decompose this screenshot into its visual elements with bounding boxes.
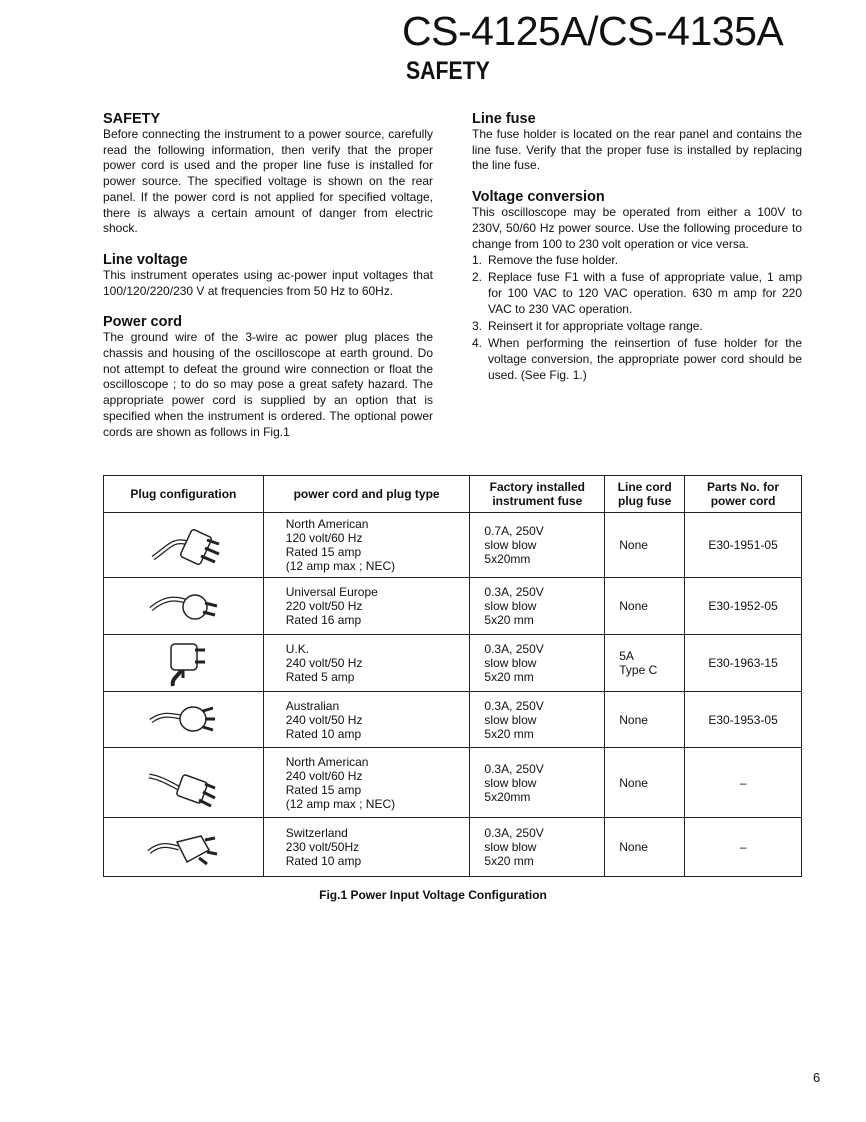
fuse-line: 0.3A, 250V <box>484 826 544 840</box>
type-line: 240 volt/50 Hz <box>285 656 363 670</box>
fuse-line: 5x20mm <box>484 552 531 566</box>
type-line: Universal Europe <box>285 585 378 599</box>
left-column <box>103 111 433 455</box>
type-line: (12 amp max ; NEC) <box>285 796 396 811</box>
plug-fuse-cell <box>605 692 685 748</box>
type-line: Rated 15 amp <box>285 545 362 559</box>
table-row <box>104 692 802 748</box>
step <box>472 319 802 335</box>
right-column <box>472 111 802 385</box>
type-line: Rated 16 amp <box>285 613 362 627</box>
plug-cell <box>104 748 264 818</box>
safety-heading: SAFETY <box>103 111 161 127</box>
step-number: 2. <box>472 270 483 285</box>
header-cord-type: power cord and plug type <box>263 476 470 513</box>
safety-text: Before connecting the instrument to a power source, carefully read the following information, then verify that the proper power cord is used and the proper line fuse is installed for power source. The specified voltage is shown on the rear panel. If the power cord is not applied for specified voltage, there is always a certain amount of danger from electric shock. <box>103 127 433 236</box>
cord-type-cell <box>263 513 470 578</box>
type-line: 120 volt/60 Hz <box>285 531 363 545</box>
page-number: 6 <box>813 1070 821 1085</box>
part-no-cell: E30-1951-05 <box>685 513 802 578</box>
fuse-line: 0.7A, 250V <box>484 524 544 538</box>
plug_fuse-line: 5A <box>619 649 634 663</box>
type-line: 230 volt/50Hz <box>285 840 360 854</box>
fuse-line: 0.3A, 250V <box>484 761 544 776</box>
step-number: 3. <box>472 319 483 334</box>
step-text: Reinsert it for appropriate voltage range. <box>488 319 703 334</box>
fuse-line: 5x20mm <box>484 789 531 804</box>
fuse-line: slow blow <box>484 599 537 613</box>
plug_fuse-line: None <box>619 538 648 552</box>
line-fuse-text: The fuse holder is located on the rear panel and contains the line fuse. Verify that the proper fuse is installed by replacing the line fuse. <box>472 127 802 173</box>
cord-type-cell <box>263 635 470 692</box>
model-title: CS-4125A/CS-4135A <box>402 8 784 54</box>
north-american-plug-icon <box>143 518 223 572</box>
line-voltage-heading: Line voltage <box>103 251 188 268</box>
type-line: 240 volt/60 Hz <box>285 768 363 783</box>
part-no-cell: E30-1952-05 <box>685 578 802 635</box>
plug_fuse-line: Type C <box>619 663 658 677</box>
section-title: SAFETY <box>406 57 490 85</box>
step-text: Replace fuse F1 with a fuse of appropriate value, 1 amp for 100 VAC to 120 VAC operation. 630 m amp for 220 VAC to 230 VAC operation. <box>488 270 802 316</box>
plug-fuse-cell <box>605 578 685 635</box>
table-header-row <box>104 476 802 513</box>
figure-caption: Fig.1 Power Input Voltage Configuration <box>319 888 547 902</box>
plug-cell <box>104 692 264 748</box>
instrument-fuse-cell <box>470 578 605 635</box>
header-plug-fuse: Line cord plug fuse <box>605 476 685 513</box>
cord-type-cell <box>263 578 470 635</box>
table-row <box>104 635 802 692</box>
fuse-line: 0.3A, 250V <box>484 585 544 599</box>
fuse-line: 0.3A, 250V <box>484 698 544 713</box>
instrument-fuse-cell <box>470 818 605 877</box>
power-cord-text: The ground wire of the 3-wire ac power plug places the chassis and housing of the oscilloscope at earth ground. Do not attempt to defeat the ground wire connection or float the oscilloscope ; to do so may pose a great safety hazard. The appropriate power cord is supplied by an option that is specified when the instrument is ordered. The optional power cords are shown as follows in Fig.1 <box>103 330 433 439</box>
step <box>472 253 802 269</box>
voltage-conversion-heading: Voltage conversion <box>472 189 605 206</box>
australian-plug-icon <box>143 693 223 747</box>
power-cord-table <box>103 475 802 877</box>
fuse-line: slow blow <box>484 712 537 727</box>
instrument-fuse-cell <box>470 635 605 692</box>
plug-cell <box>104 578 264 635</box>
conversion-steps <box>472 253 802 383</box>
part-no-cell: – <box>685 748 802 818</box>
table-row <box>104 513 802 578</box>
fuse-line: 5x20 mm <box>484 854 534 868</box>
fuse-line: 5x20 mm <box>484 726 534 741</box>
plug_fuse-line: None <box>619 599 648 613</box>
plug_fuse-line: None <box>619 840 648 854</box>
table-row <box>104 578 802 635</box>
type-line: U.K. <box>285 642 310 656</box>
plug-fuse-cell <box>605 748 685 818</box>
step-text: Remove the fuse holder. <box>488 253 619 268</box>
voltage-conversion-text: This oscilloscope may be operated from either a 100V to 230V, 50/60 Hz power source. Use the following procedure to change from 100 to 230 volt operation or vice versa. <box>472 205 802 251</box>
fuse-line: 0.3A, 250V <box>484 642 544 656</box>
step-text: When performing the reinsertion of fuse holder for the voltage conversion, the appropriate power cord should be used. (See Fig. 1.) <box>488 336 802 382</box>
fuse-line: slow blow <box>484 656 537 670</box>
type-line: (12 amp max ; NEC) <box>285 559 396 573</box>
type-line: Rated 15 amp <box>285 782 362 797</box>
switzerland-plug-icon <box>143 820 223 874</box>
step-number: 4. <box>472 336 483 351</box>
line-voltage-text: This instrument operates using ac-power input voltages that 100/120/220/230 V at frequencies from 50 Hz to 60Hz. <box>103 267 433 298</box>
header-instrument-fuse: Factory installed instrument fuse <box>470 476 605 513</box>
part-no-cell: E30-1953-05 <box>685 692 802 748</box>
header-part-no: Parts No. for power cord <box>685 476 802 513</box>
part-no-cell: E30-1963-15 <box>685 635 802 692</box>
cord-type-cell <box>263 818 470 877</box>
table-row <box>104 818 802 877</box>
plug-fuse-cell <box>605 818 685 877</box>
north-american-240v-plug-icon <box>143 756 223 810</box>
fuse-line: slow blow <box>484 840 537 854</box>
plug-cell <box>104 635 264 692</box>
header-plug-config: Plug configuration <box>104 476 264 513</box>
type-line: Switzerland <box>285 826 348 840</box>
type-line: North American <box>285 517 369 531</box>
type-line: Rated 10 amp <box>285 726 362 741</box>
plug_fuse-line: None <box>619 712 648 727</box>
type-line: North American <box>285 754 369 769</box>
type-line: 220 volt/50 Hz <box>285 599 363 613</box>
instrument-fuse-cell <box>470 692 605 748</box>
type-line: Australian <box>285 698 340 713</box>
universal-europe-plug-icon <box>143 579 223 633</box>
fuse-line: 5x20 mm <box>484 613 534 627</box>
part-no-cell: – <box>685 818 802 877</box>
type-line: 240 volt/50 Hz <box>285 712 363 727</box>
fuse-line: slow blow <box>484 538 537 552</box>
fuse-line: 5x20 mm <box>484 670 534 684</box>
table-row <box>104 748 802 818</box>
line-fuse-heading: Line fuse <box>472 111 536 127</box>
instrument-fuse-cell <box>470 748 605 818</box>
power-cord-heading: Power cord <box>103 314 182 331</box>
cord-type-cell <box>263 748 470 818</box>
type-line: Rated 10 amp <box>285 854 362 868</box>
plug-cell <box>104 513 264 578</box>
plug-cell <box>104 818 264 877</box>
fuse-line: slow blow <box>484 775 537 790</box>
plug-fuse-cell <box>605 635 685 692</box>
plug-fuse-cell <box>605 513 685 578</box>
step <box>472 336 802 383</box>
step <box>472 270 802 317</box>
type-line: Rated 5 amp <box>285 670 355 684</box>
uk-plug-icon <box>143 636 223 690</box>
plug_fuse-line: None <box>619 775 648 790</box>
cord-type-cell <box>263 692 470 748</box>
step-number: 1. <box>472 253 483 268</box>
instrument-fuse-cell <box>470 513 605 578</box>
